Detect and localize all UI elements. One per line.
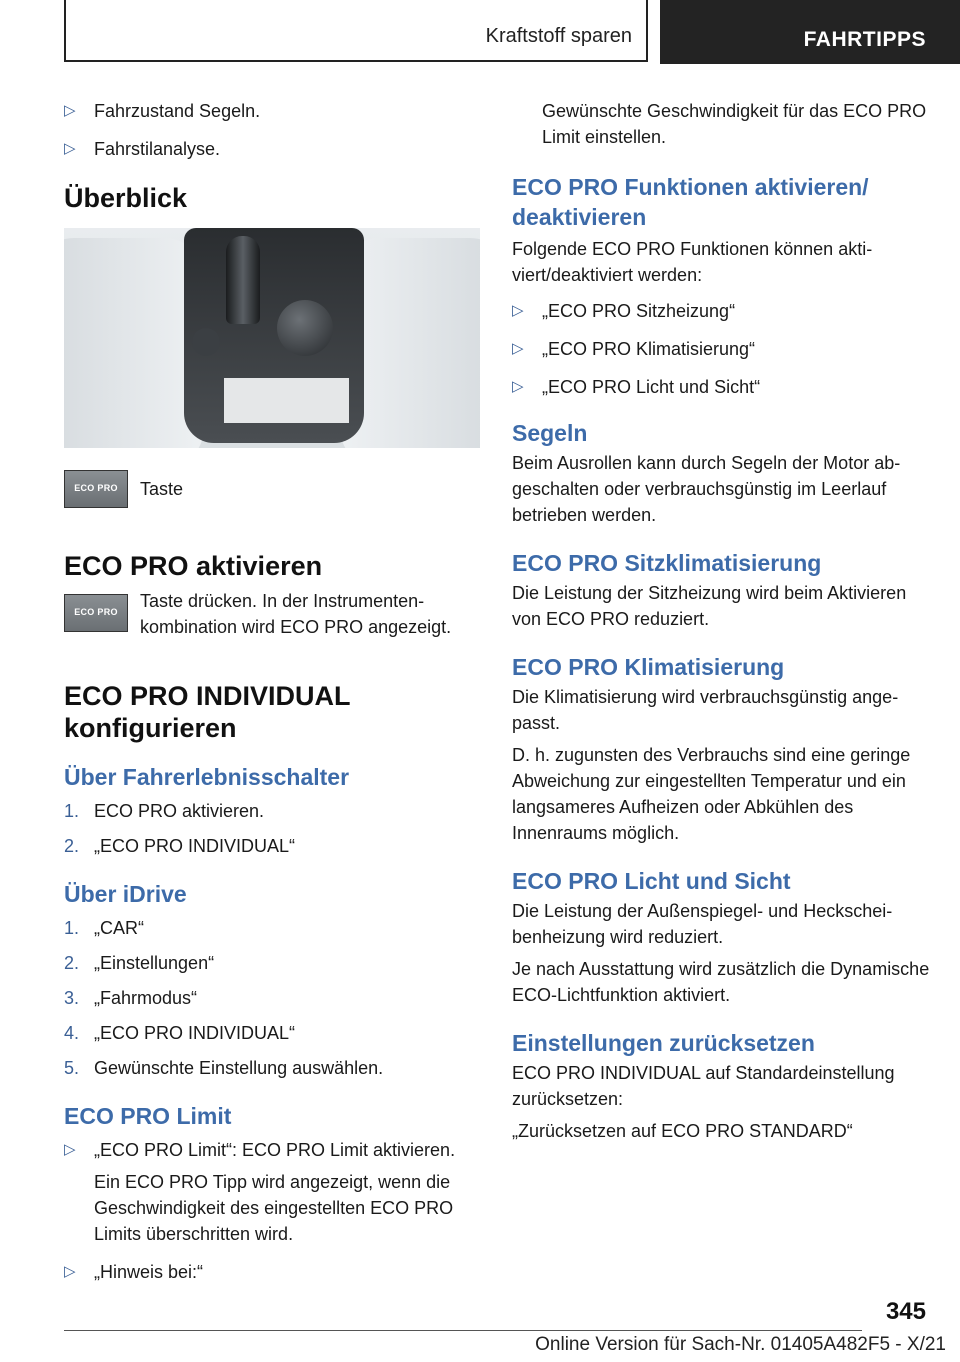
list-item: ▷ „ECO PRO Limit“: ECO PRO Limit aktivieren. Ein ECO PRO Tipp wird angezeigt, wenn die Geschwindigkeit des eingestellten ECO PRO Limits überschritten wird.: [64, 1137, 482, 1247]
activate-text: Taste drücken. In der Instrumentenkombination wird ECO PRO angezeigt.: [140, 591, 452, 637]
idrive-steps-list: [64, 915, 482, 1081]
heading-seat-climate: ECO PRO Sitzklimatisierung: [512, 550, 822, 576]
heading-functions: ECO PRO Funktionen aktivieren/ deaktivieren: [512, 174, 869, 230]
page-number: 345: [885, 1298, 926, 1325]
triangle-bullet-icon: ▷: [64, 140, 76, 157]
heading-idrive: Über iDrive: [64, 881, 187, 907]
heading-overview: Überblick: [64, 183, 188, 213]
header-section-title: Kraftstoff sparen: [485, 25, 632, 47]
heading-driving-switch: Über Fahrerlebnisschalter: [64, 764, 350, 790]
triangle-bullet-icon: ▷: [64, 1141, 76, 1158]
left-column: [64, 98, 482, 1285]
heading-activate: ECO PRO aktivieren: [64, 551, 323, 581]
heading-segeln: Segeln: [512, 420, 588, 446]
triangle-bullet-icon: ▷: [512, 302, 524, 319]
list-item: 4. „ECO PRO INDIVIDUAL“: [64, 1023, 296, 1043]
footer-text: Online Version für Sach-Nr. 01405A482F5 - X/21: [535, 1334, 946, 1355]
triangle-bullet-icon: ▷: [512, 378, 524, 395]
heading-light: ECO PRO Licht und Sicht: [512, 868, 791, 894]
switch-steps-list: [64, 798, 482, 859]
eco-pro-key-icon: ECO PRO: [64, 594, 128, 632]
header-chapter-title: FAHRTIPPS: [803, 28, 926, 51]
heading-reset: Einstellungen zurücksetzen: [512, 1030, 815, 1056]
footer-rule: [64, 1330, 862, 1331]
climate-text-1: Die Klimatisierung wird verbrauchsgünstig angepasst.: [512, 687, 899, 733]
list-item: ▷ „ECO PRO Sitzheizung“: [512, 298, 932, 324]
gear-lever-shape: [226, 236, 260, 324]
triangle-bullet-icon: ▷: [64, 1263, 76, 1280]
start-stop-shape: [192, 328, 220, 356]
page-header: [64, 0, 960, 66]
climate-text-2: D. h. zugunsten des Verbrauchs sind eine geringe Abweichung zur eingestellten Temperatur und ein langsameres Aufheizen oder Abkühlen des Innenraums möglich.: [512, 745, 911, 843]
list-item: ▷ Fahrstilanalyse.: [64, 136, 482, 162]
heading-limit: ECO PRO Limit: [64, 1103, 232, 1129]
idrive-controller-shape: [277, 300, 333, 356]
list-item: 2. „ECO PRO INDIVIDUAL“: [64, 836, 296, 856]
heading-individual: ECO PRO INDIVIDUAL konfigurieren: [64, 681, 351, 743]
list-item: 2. „Einstellungen“: [64, 953, 215, 973]
seat-left-shape: [64, 238, 204, 448]
list-item: ▷ Fahrzustand Segeln.: [64, 98, 482, 124]
list-item: ▷ „Hinweis bei:“: [64, 1259, 482, 1285]
triangle-bullet-icon: ▷: [64, 102, 76, 119]
heading-climate: ECO PRO Klimatisierung: [512, 654, 785, 680]
eco-pro-key-icon: ECO PRO: [64, 470, 128, 508]
reset-text: ECO PRO INDIVIDUAL auf Standardeinstellung zurücksetzen:: [512, 1063, 895, 1109]
list-item: 5. Gewünschte Einstellung auswählen.: [64, 1058, 384, 1078]
header-section-box: [64, 0, 648, 62]
console-panel-shape: [224, 378, 349, 423]
key-caption: Taste: [140, 479, 184, 499]
limit-subtext: Ein ECO PRO Tipp wird angezeigt, wenn die Geschwindigkeit des eingestellten ECO PRO Limits überschritten wird.: [94, 1172, 454, 1244]
segeln-text: Beim Ausrollen kann durch Segeln der Motor abgeschalten oder verbrauchsgünstig im Leerlauf betrieben werden.: [512, 453, 901, 525]
reset-value: „Zurücksetzen auf ECO PRO STANDARD“: [512, 1121, 853, 1141]
header-chapter-tab: [660, 0, 960, 64]
light-text-2: Je nach Ausstattung wird zusätzlich die Dynamische ECO-Lichtfunktion aktiviert.: [512, 959, 930, 1005]
intro-bullet-list: [64, 98, 482, 162]
list-item: ▷ „ECO PRO Licht und Sicht“: [512, 374, 932, 400]
list-item: ▷ „ECO PRO Klimatisierung“: [512, 336, 932, 362]
limit-bullet-list: [64, 1137, 482, 1285]
key-caption-row: [64, 470, 482, 532]
functions-bullet-list: [512, 298, 932, 400]
list-item: 1. „CAR“: [64, 918, 144, 938]
seat-climate-text: Die Leistung der Sitzheizung wird beim Aktivieren von ECO PRO reduziert.: [512, 583, 907, 629]
limit-continuation: Gewünschte Geschwindigkeit für das ECO PRO Limit einstellen.: [542, 101, 927, 147]
list-item: 3. „Fahrmodus“: [64, 988, 198, 1008]
light-text-1: Die Leistung der Außenspiegel- und Heckscheibenheizung wird reduziert.: [512, 901, 893, 947]
functions-text: Folgende ECO PRO Funktionen können aktiviert/deaktiviert werden:: [512, 239, 873, 285]
right-column: [512, 98, 932, 1144]
list-item: 1. ECO PRO aktivieren.: [64, 801, 265, 821]
center-console-photo: [64, 228, 480, 448]
activate-row: [64, 588, 482, 650]
triangle-bullet-icon: ▷: [512, 340, 524, 357]
